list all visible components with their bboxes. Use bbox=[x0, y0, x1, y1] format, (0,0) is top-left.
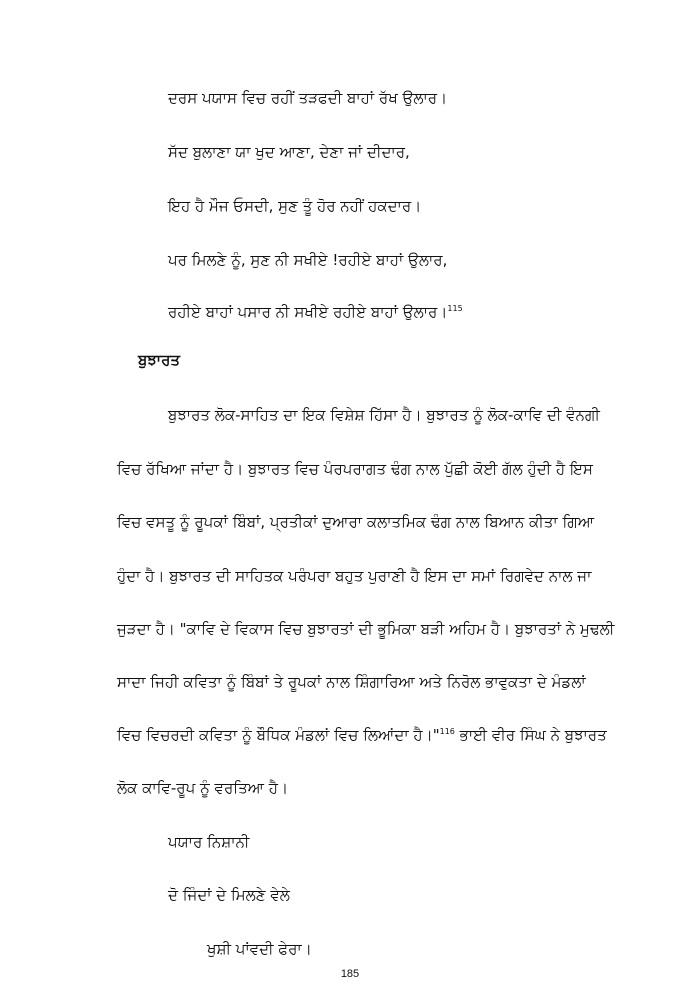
footnote-ref: 116 bbox=[439, 727, 455, 736]
paragraph-line: ਹੁੰਦਾ ਹੈ। ਬੁਝਾਰਤ ਦੀ ਸਾਹਿਤਕ ਪਰੰਪਰਾ ਬਹੁਤ ਪੁਰਾਣੀ ਹੈ ਇਸ ਦਾ ਸਮਾਂ ਰਿਗਵੇਦ ਨਾਲ ਜਾ bbox=[117, 567, 592, 585]
verse-line: ਪਯਾਰ ਨਿਸ਼ਾਨੀ bbox=[168, 833, 250, 851]
footnote-ref: 115 bbox=[447, 304, 463, 313]
paragraph-line: ਵਿਚ ਵਿਚਰਦੀ ਕਵਿਤਾ ਨੂੰ ਬੌਧਿਕ ਮੰਡਲਾਂ ਵਿਚ ਲਿਆਂਦਾ ਹੈ।"$^{116}$ ਭਾਈ ਵੀਰ ਸਿੰਘ ਨੇ ਬੁਝਾਰਤ bbox=[117, 726, 607, 744]
paragraph-line: ਬੁਝਾਰਤ ਲੋਕ-ਸਾਹਿਤ ਦਾ ਇਕ ਵਿਸ਼ੇਸ਼ ਹਿੱਸਾ ਹੈ। ਬੁਝਾਰਤ ਨੂੰ ਲੋਕ-ਕਾਵਿ ਦੀ ਵੰਨਗੀ bbox=[168, 406, 600, 424]
paragraph-line: ਜੁੜਦਾ ਹੈ। "ਕਾਵਿ ਦੇ ਵਿਕਾਸ ਵਿਚ ਬੁਝਾਰਤਾਂ ਦੀ ਭੂਮਿਕਾ ਬੜੀ ਅਹਿਮ ਹੈ। ਬੁਝਾਰਤਾਂ ਨੇ ਮੁਢਲੀ bbox=[117, 620, 615, 638]
paragraph-line: ਵਿਚ ਰੱਖਿਆ ਜਾਂਦਾ ਹੈ। ਬੁਝਾਰਤ ਵਿਚ ਪੰਰਪਰਾਗਤ ਢੰਗ ਨਾਲ ਪੁੱਛੀ ਕੋਈ ਗੱਲ ਹੁੰਦੀ ਹੈ ਇਸ bbox=[117, 460, 593, 478]
verse-line: ਦੋ ਜਿੰਦਾਂ ਦੇ ਮਿਲਣੇ ਵੇਲੇ bbox=[168, 886, 290, 904]
verse-line: ਇਹ ਹੈ ਮੌਜ ਓਸਦੀ, ਸੁਣ ਤੂੰ ਹੋਰ ਨਹੀਂ ਹਕਦਾਰ। bbox=[168, 197, 422, 215]
verse-line: ਦਰਸ ਪਯਾਸ ਵਿਚ ਰਹੀਂ ਤੜਫਦੀ ਬਾਹਾਂ ਰੱਖ ਉਲਾਰ। bbox=[168, 89, 448, 107]
verse-line: ਸੱਦ ਬੁਲਾਣਾ ਯਾ ਖੁਦ ਆਣਾ, ਦੇਣਾ ਜਾਂ ਦੀਦਾਰ, bbox=[168, 143, 410, 161]
section-heading: ਬੁਝਾਰਤ bbox=[138, 351, 180, 369]
verse-line: ਖੁਸ਼ੀ ਪਾਂਵਦੀ ਫੇਰਾ। bbox=[207, 940, 312, 958]
paragraph-line: ਸਾਦਾ ਜਿਹੀ ਕਵਿਤਾ ਨੂੰ ਬਿੰਬਾਂ ਤੇ ਰੂਪਕਾਂ ਨਾਲ ਸ਼ਿੰਗਾਰਿਆ ਅਤੇ ਨਿਰੋਲ ਭਾਵੁਕਤਾ ਦੇ ਮੰਡਲਾਂ bbox=[117, 673, 586, 691]
verse-line: ਪਰ ਮਿਲਣੇ ਨੂੰ, ਸੁਣ ਨੀ ਸਖੀਏ !ਰਹੀਏ ਬਾਹਾਂ ਉਲਾਰ, bbox=[168, 251, 448, 269]
page-number: 185 bbox=[340, 968, 360, 980]
paragraph-line: ਵਿਚ ਵਸਤੂ ਨੂੰ ਰੂਪਕਾਂ ਬਿੰਬਾਂ, ਪ੍ਰਤੀਕਾਂ ਦੁਆਰਾ ਕਲਾਤਮਿਕ ਢੰਗ ਨਾਲ ਬਿਆਨ ਕੀਤਾ ਗਿਆ bbox=[117, 513, 595, 531]
paragraph-line: ਲੋਕ ਕਾਵਿ-ਰੂਪ ਨੂੰ ਵਰਤਿਆ ਹੈ। bbox=[117, 779, 289, 797]
verse-line: ਰਹੀਏ ਬਾਹਾਂ ਪਸਾਰ ਨੀ ਸਖੀਏ ਰਹੀਏ ਬਾਹਾਂ ਉਲਾਰ।$^{115}$ bbox=[168, 303, 463, 321]
